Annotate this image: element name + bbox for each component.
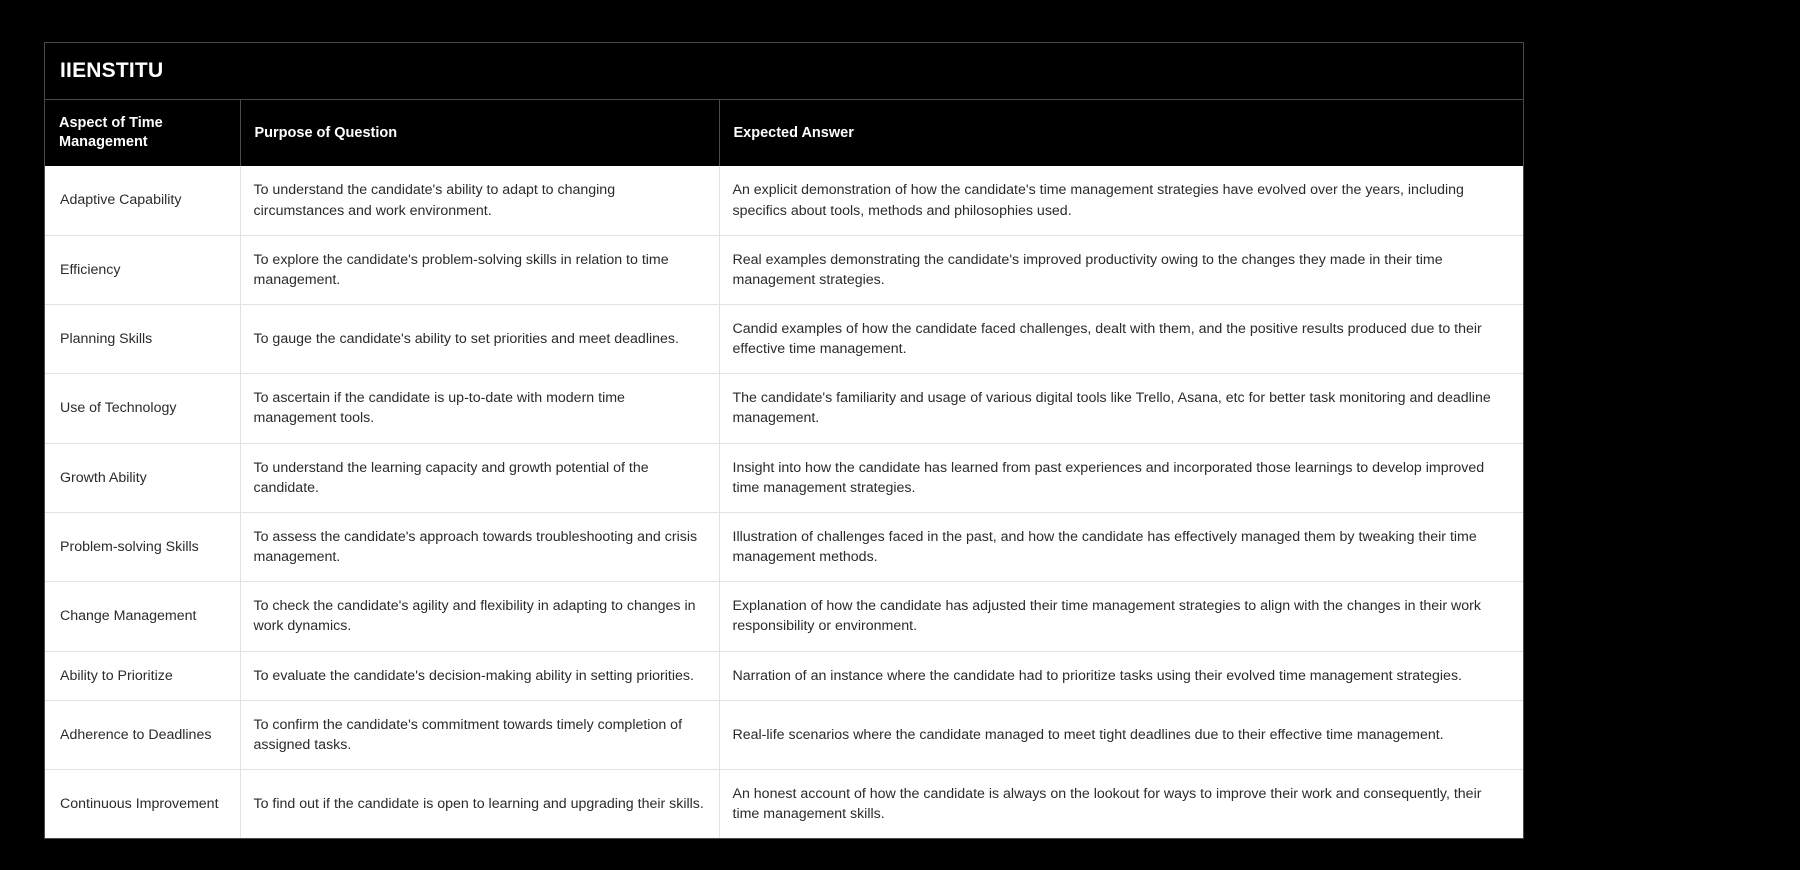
cell-answer: Illustration of challenges faced in the past, and how the candidate has effectively managed them by tweaking their time management methods. <box>719 512 1523 581</box>
cell-aspect: Adherence to Deadlines <box>45 700 240 769</box>
column-header-purpose: Purpose of Question <box>240 100 719 166</box>
cell-purpose: To gauge the candidate's ability to set priorities and meet deadlines. <box>240 304 719 373</box>
cell-answer: Real-life scenarios where the candidate managed to meet tight deadlines due to their effective time management. <box>719 700 1523 769</box>
table-row <box>45 700 1523 769</box>
time-management-table <box>45 100 1523 838</box>
table-row <box>45 304 1523 373</box>
table-row <box>45 235 1523 304</box>
cell-aspect: Continuous Improvement <box>45 770 240 839</box>
cell-answer: Candid examples of how the candidate faced challenges, dealt with them, and the positive results produced due to their effective time management. <box>719 304 1523 373</box>
table-header-row <box>45 100 1523 166</box>
cell-purpose: To understand the learning capacity and growth potential of the candidate. <box>240 443 719 512</box>
cell-purpose: To find out if the candidate is open to learning and upgrading their skills. <box>240 770 719 839</box>
cell-answer: Insight into how the candidate has learned from past experiences and incorporated those learnings to develop improved time management strategies. <box>719 443 1523 512</box>
cell-answer: An honest account of how the candidate is always on the lookout for ways to improve their work and consequently, their time management skills. <box>719 770 1523 839</box>
cell-purpose: To evaluate the candidate's decision-making ability in setting priorities. <box>240 651 719 700</box>
brand-title: IIENSTITU <box>60 59 164 82</box>
table-head <box>45 100 1523 166</box>
table-row <box>45 443 1523 512</box>
table-row <box>45 770 1523 839</box>
cell-aspect: Growth Ability <box>45 443 240 512</box>
cell-answer: Explanation of how the candidate has adjusted their time management strategies to align with the changes in their work responsibility or environment. <box>719 582 1523 651</box>
table-row <box>45 512 1523 581</box>
cell-aspect: Efficiency <box>45 235 240 304</box>
table-row <box>45 651 1523 700</box>
table-body <box>45 166 1523 838</box>
cell-aspect: Change Management <box>45 582 240 651</box>
cell-purpose: To check the candidate's agility and flexibility in adapting to changes in work dynamics. <box>240 582 719 651</box>
cell-purpose: To understand the candidate's ability to adapt to changing circumstances and work environment. <box>240 166 719 235</box>
cell-answer: An explicit demonstration of how the candidate's time management strategies have evolved over the years, including specifics about tools, methods and philosophies used. <box>719 166 1523 235</box>
column-header-aspect: Aspect of Time Management <box>45 100 240 166</box>
cell-aspect: Use of Technology <box>45 374 240 443</box>
cell-aspect: Ability to Prioritize <box>45 651 240 700</box>
cell-answer: Narration of an instance where the candidate had to prioritize tasks using their evolved time management strategies. <box>719 651 1523 700</box>
brand-bar <box>45 43 1523 100</box>
cell-answer: Real examples demonstrating the candidate's improved productivity owing to the changes they made in their time management strategies. <box>719 235 1523 304</box>
column-header-answer: Expected Answer <box>719 100 1523 166</box>
cell-answer: The candidate's familiarity and usage of various digital tools like Trello, Asana, etc for better task monitoring and deadline management. <box>719 374 1523 443</box>
cell-purpose: To explore the candidate's problem-solving skills in relation to time management. <box>240 235 719 304</box>
cell-aspect: Adaptive Capability <box>45 166 240 235</box>
table-card <box>44 42 1524 839</box>
cell-purpose: To assess the candidate's approach towards troubleshooting and crisis management. <box>240 512 719 581</box>
cell-aspect: Problem-solving Skills <box>45 512 240 581</box>
cell-purpose: To ascertain if the candidate is up-to-date with modern time management tools. <box>240 374 719 443</box>
table-row <box>45 166 1523 235</box>
table-row <box>45 582 1523 651</box>
cell-aspect: Planning Skills <box>45 304 240 373</box>
table-row <box>45 374 1523 443</box>
cell-purpose: To confirm the candidate's commitment towards timely completion of assigned tasks. <box>240 700 719 769</box>
